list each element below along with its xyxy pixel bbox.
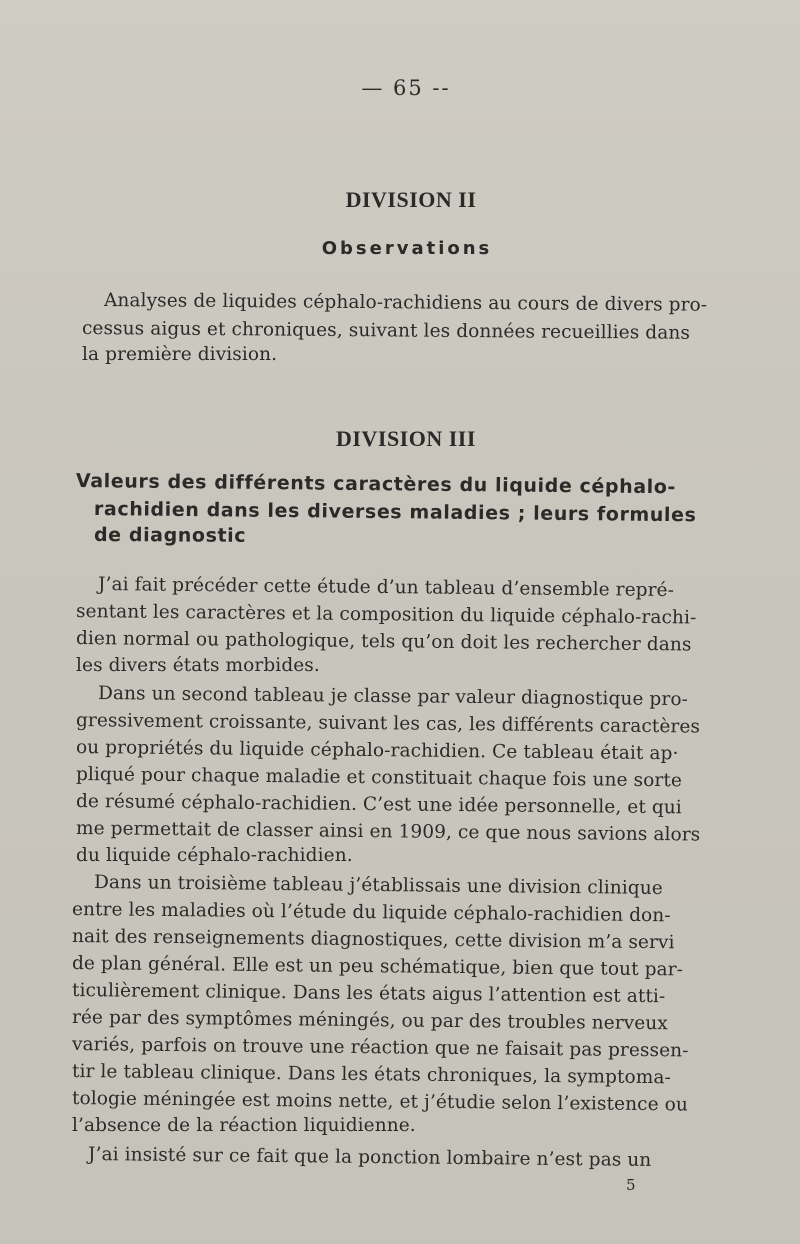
division-2-heading: DIVISION II [345,187,477,212]
text-line: ticulièrement clinique. Dans les états aigus l’attention est atti- [71,980,666,1008]
text-line: pliqué pour chaque maladie et constituait chaque fois une sorte [75,764,683,792]
text-line: nait des renseignements diagnostiques, cette division m’a servi [71,926,675,954]
page-number: — 65 -- [361,76,451,100]
text-line: J’ai insisté sur ce fait que la ponction lombaire n’est pas un [87,1144,652,1171]
text-line: Dans un second tableau je classe par valeur diagnostique pro- [97,683,689,711]
text-line: l’absence de la réaction liquidienne. [72,1115,416,1136]
title-line: rachidien dans les diverses maladies ; leurs formules [93,498,697,527]
text-line: me permettait de classer ainsi en 1909, ce que nous savions alors [75,818,701,846]
text-line: tologie méningée est moins nette, et j’étudie selon l’existence ou [71,1088,689,1116]
text-line: la première division. [82,344,278,365]
text-line: entre les maladies où l’étude du liquide céphalo-rachidien don- [71,899,671,927]
text-line: rée par des symptômes méningés, ou par des troubles nerveux [71,1007,668,1035]
title-line: Valeurs des différents caractères du liquide céphalo- [75,470,677,499]
text-line: Analyses de liquides céphalo-rachidiens au cours de divers pro- [103,290,708,316]
title-line: de diagnostic [93,524,247,547]
text-line: cessus aigus et chroniques, suivant les données recueillies dans [81,318,691,344]
text-line: de plan général. Elle est un peu schématique, bien que tout par- [71,953,684,981]
text-line: variés, parfois on trouve une réaction que ne faisait pas pressen- [71,1034,689,1062]
text-line: ou propriétés du liquide céphalo-rachidien. Ce tableau était ap· [75,737,679,765]
text-line: du liquide céphalo-rachidien. [76,845,353,866]
text-line: tir le tableau clinique. Dans les états chroniques, la symptoma- [71,1061,672,1089]
division-3-heading: DIVISION III [336,426,476,451]
text-line: Dans un troisième tableau j’établissais une division clinique [93,872,663,899]
division-2-subtitle: Observations [321,238,493,259]
text-line: gressivement croissante, suivant les cas, les différents caractères [75,710,701,738]
text-line: dien normal ou pathologique, tels qu’on doit les rechercher dans [75,628,692,656]
text-line: J’ai fait précéder cette étude d’un tableau d’ensemble repré- [97,574,675,602]
text-line: les divers états morbides. [76,655,320,676]
text-line: sentant les caractères et la composition du liquide céphalo-rachi- [75,601,697,629]
text-line: de résumé céphalo-rachidien. C’est une idée personnelle, et qui [75,791,682,819]
signature-mark: 5 [626,1176,636,1194]
